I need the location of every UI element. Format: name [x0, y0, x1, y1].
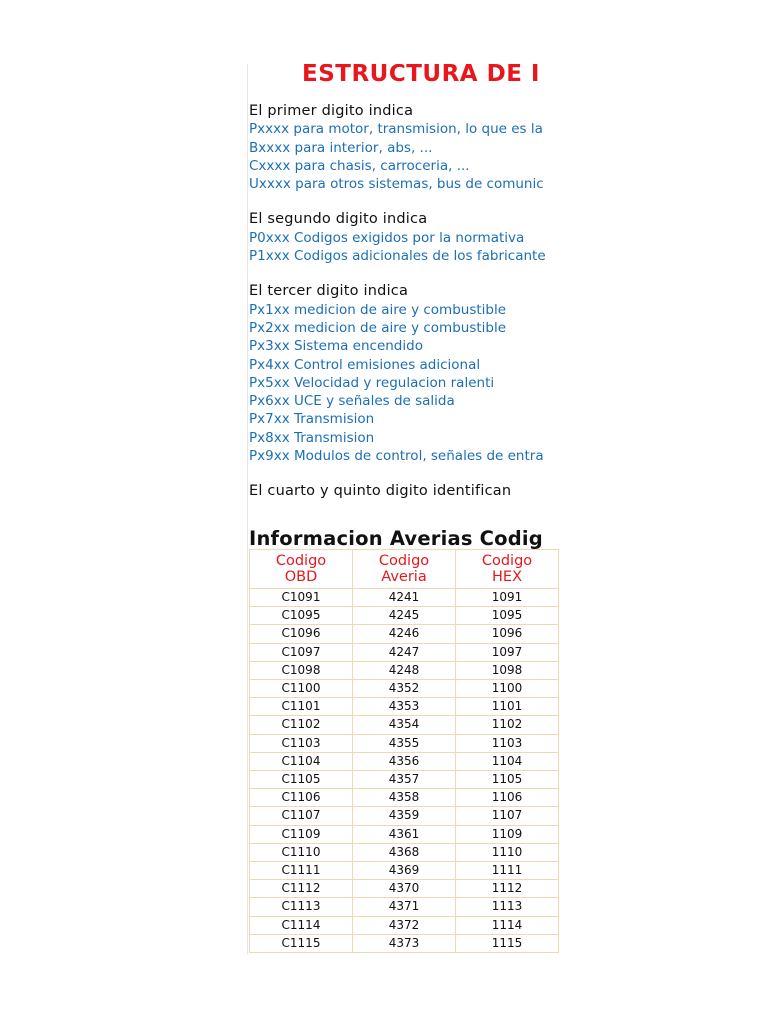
cell-codigo-obd: C1095: [250, 607, 353, 625]
cell-codigo-obd: C1100: [250, 680, 353, 698]
text-line: P1xxx Codigos adicionales de los fabricante: [249, 248, 546, 265]
cell-codigo-averia: 4353: [353, 698, 456, 716]
cell-codigo-averia: 4241: [353, 589, 456, 607]
cell-codigo-obd: C1102: [250, 716, 353, 734]
header-line: Codigo: [481, 553, 533, 569]
cell-codigo-obd: C1114: [250, 916, 353, 934]
table-row: [250, 771, 559, 789]
spacer: [249, 265, 559, 282]
cell-codigo-obd: C1111: [250, 862, 353, 880]
cell-codigo-hex: 1102: [456, 716, 559, 734]
cell-codigo-hex: 1115: [456, 934, 559, 952]
cell-codigo-obd: C1110: [250, 843, 353, 861]
cell-codigo-hex: 1106: [456, 789, 559, 807]
spacer: [249, 193, 559, 210]
section-heading-third-digit: El tercer digito indica: [249, 283, 409, 300]
table-title: Informacion Averias Codig: [249, 527, 543, 550]
cell-codigo-averia: 4245: [353, 607, 456, 625]
table-header-row: [250, 550, 559, 589]
text-line: Px1xx medicion de aire y combustible: [249, 301, 507, 318]
cell-codigo-averia: 4247: [353, 643, 456, 661]
table-row: [250, 625, 559, 643]
cell-codigo-averia: 4368: [353, 843, 456, 861]
table-row: [250, 843, 559, 861]
cell-codigo-hex: 1114: [456, 916, 559, 934]
cell-codigo-averia: 4361: [353, 825, 456, 843]
cell-codigo-hex: 1096: [456, 625, 559, 643]
section-heading-first-digit: El primer digito indica: [249, 103, 414, 119]
text-line: Px9xx Modulos de control, señales de entra: [249, 448, 544, 465]
cell-codigo-obd: C1101: [250, 698, 353, 716]
cell-codigo-hex: 1113: [456, 898, 559, 916]
cell-codigo-hex: 1109: [456, 825, 559, 843]
cell-codigo-obd: C1107: [250, 807, 353, 825]
cell-codigo-obd: C1105: [250, 771, 353, 789]
cell-codigo-averia: 4372: [353, 916, 456, 934]
cell-codigo-obd: C1104: [250, 752, 353, 770]
cell-codigo-hex: 1101: [456, 698, 559, 716]
cell-codigo-hex: 1107: [456, 807, 559, 825]
cell-codigo-hex: 1110: [456, 843, 559, 861]
table-row: [250, 752, 559, 770]
header-line: HEX: [492, 569, 522, 585]
cell-codigo-obd: C1112: [250, 880, 353, 898]
table-row: [250, 589, 559, 607]
cell-codigo-averia: 4246: [353, 625, 456, 643]
table-body: [250, 589, 559, 953]
text-line: Px5xx Velocidad y regulacion ralenti: [249, 374, 495, 391]
table-row: [250, 825, 559, 843]
text-line: Px7xx Transmision: [249, 411, 375, 428]
table-row: [250, 734, 559, 752]
table-row: [250, 934, 559, 952]
table-row: [250, 807, 559, 825]
table-row: [250, 698, 559, 716]
cell-codigo-averia: 4352: [353, 680, 456, 698]
section-heading-second-digit: El segundo digito indica: [249, 211, 428, 228]
cell-codigo-averia: 4355: [353, 734, 456, 752]
table-row: [250, 661, 559, 679]
text-line: Cxxxx para chasis, carroceria, ...: [249, 157, 470, 174]
text-line: Px3xx Sistema encendido: [249, 338, 423, 355]
table-row: [250, 680, 559, 698]
header-line: Averia: [381, 569, 427, 585]
cell-codigo-averia: 4371: [353, 898, 456, 916]
cell-codigo-obd: C1109: [250, 825, 353, 843]
table-row: [250, 916, 559, 934]
cell-codigo-averia: 4369: [353, 862, 456, 880]
spacer: [249, 465, 559, 482]
cell-codigo-hex: 1098: [456, 661, 559, 679]
text-line: Px4xx Control emisiones adicional: [249, 356, 481, 373]
cell-codigo-hex: 1104: [456, 752, 559, 770]
cell-codigo-obd: C1098: [250, 661, 353, 679]
cell-codigo-obd: C1115: [250, 934, 353, 952]
table-row: [250, 862, 559, 880]
digit-structure-text: [249, 102, 559, 501]
cell-codigo-hex: 1103: [456, 734, 559, 752]
cell-codigo-hex: 1111: [456, 862, 559, 880]
cell-codigo-averia: 4359: [353, 807, 456, 825]
header-line: OBD: [284, 569, 318, 585]
cell-codigo-averia: 4354: [353, 716, 456, 734]
cell-codigo-averia: 4373: [353, 934, 456, 952]
cell-codigo-hex: 1097: [456, 643, 559, 661]
cell-codigo-obd: C1096: [250, 625, 353, 643]
header-codigo-hex: [456, 550, 559, 589]
header-line: Codigo: [378, 553, 430, 569]
text-line: Px2xx medicion de aire y combustible: [249, 319, 507, 336]
text-line: Px8xx Transmision: [249, 429, 375, 446]
document-page: [247, 64, 559, 954]
cell-codigo-obd: C1106: [250, 789, 353, 807]
table-row: [250, 898, 559, 916]
cell-codigo-hex: 1100: [456, 680, 559, 698]
cell-codigo-averia: 4370: [353, 880, 456, 898]
cell-codigo-averia: 4356: [353, 752, 456, 770]
text-line: Px6xx UCE y señales de salida: [249, 393, 455, 410]
header-codigo-obd: [250, 550, 353, 589]
cell-codigo-obd: C1097: [250, 643, 353, 661]
cell-codigo-averia: 4358: [353, 789, 456, 807]
table-row: [250, 607, 559, 625]
cell-codigo-averia: 4357: [353, 771, 456, 789]
table-row: [250, 880, 559, 898]
cell-codigo-obd: C1113: [250, 898, 353, 916]
cell-codigo-hex: 1095: [456, 607, 559, 625]
table-row: [250, 716, 559, 734]
page-title: ESTRUCTURA DE I: [302, 64, 540, 87]
cell-codigo-averia: 4248: [353, 661, 456, 679]
cell-codigo-hex: 1105: [456, 771, 559, 789]
cell-codigo-obd: C1103: [250, 734, 353, 752]
text-line: P0xxx Codigos exigidos por la normativa: [249, 229, 525, 246]
text-line: Uxxxx para otros sistemas, bus de comunic: [249, 176, 544, 193]
text-line: Bxxxx para interior, abs, ...: [249, 139, 433, 156]
cell-codigo-hex: 1112: [456, 880, 559, 898]
table-row: [250, 789, 559, 807]
table-row: [250, 643, 559, 661]
codes-table: [249, 549, 559, 953]
header-codigo-averia: [353, 550, 456, 589]
cell-codigo-obd: C1091: [250, 589, 353, 607]
header-line: Codigo: [275, 553, 327, 569]
closing-line: El cuarto y quinto digito identifican: [249, 483, 512, 500]
text-line: Pxxxx para motor, transmision, lo que es la: [249, 121, 543, 138]
cell-codigo-hex: 1091: [456, 589, 559, 607]
